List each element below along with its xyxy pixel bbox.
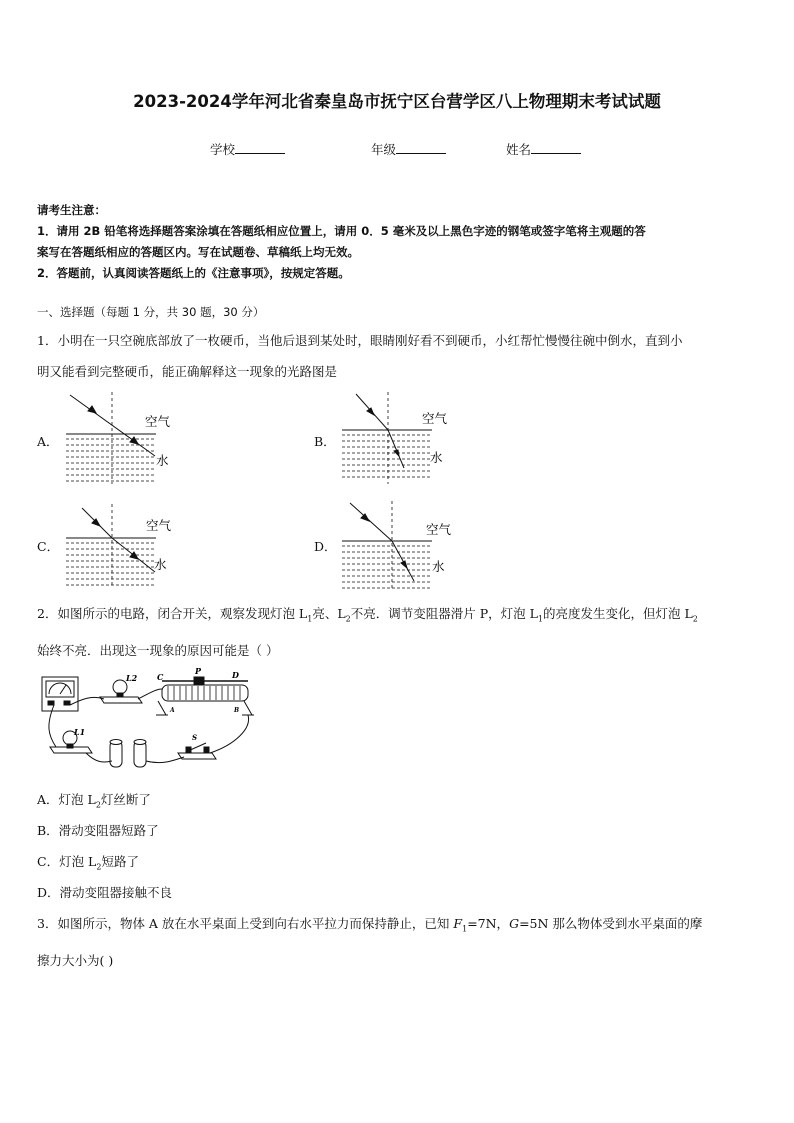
q2-text-a: 2．如图所示的电路，闭合开关，观察发现灯泡 L xyxy=(37,606,308,621)
q1-line2: 明又能看到完整硬币，能正确解释这一现象的光路图是 xyxy=(37,364,338,379)
q2-line2: 始终不亮．出现这一现象的原因可能是（ ） xyxy=(37,642,279,658)
notice-heading: 请考生注意： xyxy=(37,203,106,217)
q2-option-c-suffix: 短路了 xyxy=(101,854,139,869)
q2-option-b-text: B．滑动变阻器短路了 xyxy=(37,823,159,838)
label-l2: L2 xyxy=(126,673,138,683)
q2-option-b[interactable] xyxy=(37,821,159,839)
q3-f-sub: 1 xyxy=(462,924,468,934)
q1-option-c-letter[interactable]: C． xyxy=(37,539,60,554)
notice-block xyxy=(37,200,767,284)
label-a: A xyxy=(170,707,175,714)
switch-icon xyxy=(178,753,216,759)
q2-circuit-figure xyxy=(38,665,258,775)
name-field xyxy=(506,140,581,158)
school-blank xyxy=(235,141,285,154)
q1-option-a-letter[interactable]: A． xyxy=(37,434,59,449)
q1-option-d-water-label: 水 xyxy=(432,559,445,574)
q3-f-symbol: F xyxy=(453,916,463,931)
grade-field xyxy=(371,140,446,158)
q2-sub-c: 1 xyxy=(537,614,543,624)
q1-option-b-air-label: 空气 xyxy=(422,411,448,426)
q1-option-c-air-label: 空气 xyxy=(146,518,172,533)
q3-g-symbol: G xyxy=(509,916,520,931)
q1-option-d-air-label: 空气 xyxy=(426,522,452,537)
q2-option-a[interactable] xyxy=(37,790,151,810)
q3-text-a: 3．如图所示，物体 A 放在水平桌面上受到向右水平拉力而保持静止，已知 xyxy=(37,916,454,931)
label-d: D xyxy=(232,670,239,680)
question-2 xyxy=(37,598,759,666)
q2-option-d-text: D．滑动变阻器接触不良 xyxy=(37,885,173,900)
question-1 xyxy=(37,325,759,387)
question-3 xyxy=(37,908,759,976)
rheostat-icon xyxy=(162,685,248,701)
label-p: P xyxy=(195,666,202,676)
label-c: C xyxy=(157,672,164,682)
label-s: S xyxy=(192,733,198,742)
q1-option-b-letter[interactable]: B． xyxy=(314,434,336,449)
q1-option-d-letter[interactable]: D． xyxy=(314,539,337,554)
q1-line1: 1．小明在一只空碗底部放了一枚硬币，当他后退到某处时，眼睛刚好看不到硬币，小红帮忙慢慢往碗中倒水，直到小 xyxy=(37,333,683,348)
notice-item2: 2．答题前，认真阅读答题纸上的《注意事项》，按规定答题。 xyxy=(37,266,350,280)
q1-option-d-diagram xyxy=(336,497,466,593)
grade-label: 年级 xyxy=(371,142,397,157)
q2-option-a-text: A．灯泡 L xyxy=(37,792,96,807)
q2-text-d: 的亮度发生变化，但灯泡 L xyxy=(543,606,693,621)
q3-g-value: =5N 那么物体受到水平桌面的摩 xyxy=(519,916,703,931)
q3-line1 xyxy=(37,908,759,945)
q2-option-d[interactable] xyxy=(37,883,172,901)
label-b: B xyxy=(234,707,240,714)
q2-sub-a: 1 xyxy=(307,614,313,624)
q2-text-c: 不亮．调节变阻器滑片 P，灯泡 L xyxy=(350,606,538,621)
q2-option-c-sub: 2 xyxy=(96,862,102,872)
label-l1: L1 xyxy=(74,727,86,737)
grade-blank xyxy=(396,141,446,154)
q1-option-b-diagram xyxy=(336,388,466,488)
q1-option-a-air-label: 空气 xyxy=(145,414,171,429)
school-field xyxy=(210,140,285,158)
q2-option-c-text: C．灯泡 L xyxy=(37,854,97,869)
q2-text-b: 亮、L xyxy=(312,606,346,621)
q1-option-a-water-label: 水 xyxy=(156,453,169,468)
name-blank xyxy=(531,141,581,154)
bulb-l2-icon xyxy=(100,697,142,703)
notice-item1-line2: 案写在答题纸相应的答题区内。写在试题卷、草稿纸上均无效。 xyxy=(37,245,359,259)
q2-option-a-sub: 2 xyxy=(95,800,101,810)
section-heading: 一、选择题（每题 1 分，共 30 题，30 分） xyxy=(37,305,265,319)
q2-sub-d: 2 xyxy=(692,614,698,624)
notice-item1-line1: 1．请用 2B 铅笔将选择题答案涂填在答题纸相应位置上，请用 0．5 毫米及以上黑色字迹的钢笔或签字笔将主观题的答 xyxy=(37,224,646,238)
page-title: 2023-2024学年河北省秦皇岛市抚宁区台营学区八上物理期末考试试题 xyxy=(133,92,661,111)
q2-sub-b: 2 xyxy=(345,614,351,624)
name-label: 姓名 xyxy=(506,142,532,157)
q1-option-c-diagram xyxy=(60,500,190,592)
q2-option-a-suffix: 灯丝断了 xyxy=(100,792,151,807)
school-label: 学校 xyxy=(210,142,236,157)
q1-option-b-water-label: 水 xyxy=(430,450,443,465)
q1-option-c-water-label: 水 xyxy=(154,557,167,572)
q1-option-a-diagram xyxy=(60,388,190,488)
q2-line1 xyxy=(37,598,759,635)
q3-line2: 擦力大小为( ) xyxy=(37,952,114,968)
q2-option-c[interactable] xyxy=(37,852,139,872)
q3-f-value: =7N， xyxy=(467,916,510,931)
